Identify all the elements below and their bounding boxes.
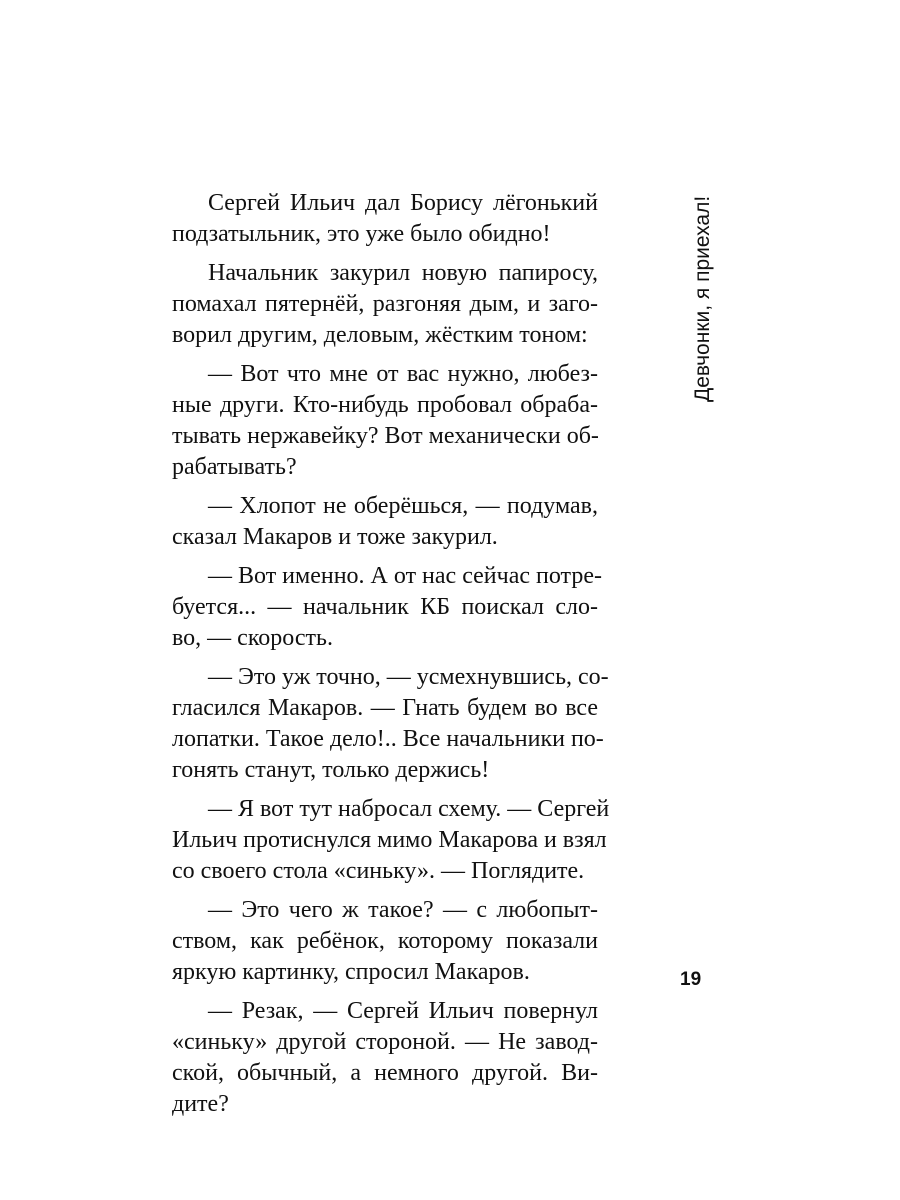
running-head-text: Девчонки, я приехал! <box>691 195 714 402</box>
text-line: Сергей Ильич дал Борису лёгонький <box>208 190 598 216</box>
text-line: помахал пятернёй, разгоняя дым, и заго- <box>172 291 598 317</box>
paragraph <box>172 188 598 250</box>
paragraph <box>172 996 598 1120</box>
text-line: гласился Макаров. — Гнать будем во все <box>172 695 598 721</box>
text-line: лопатки. Такое дело!.. Все начальники по- <box>172 726 604 752</box>
text-line: яркую картинку, спросил Макаров. <box>172 959 530 985</box>
text-line: ворил другим, деловым, жёстким тоном: <box>172 322 588 348</box>
text-line: — Резак, — Сергей Ильич повернул <box>208 998 598 1024</box>
text-line: — Хлопот не оберёшься, — подумав, <box>208 493 598 519</box>
paragraph <box>172 491 598 553</box>
page-number: 19 <box>680 969 702 990</box>
paragraph <box>172 662 609 786</box>
text-line: — Это чего ж такое? — с любопыт- <box>208 897 598 923</box>
paragraph <box>172 794 610 887</box>
text-line: — Это уж точно, — усмехнувшись, со- <box>208 664 609 690</box>
text-line: ской, обычный, а немного другой. Ви- <box>172 1060 598 1086</box>
text-line: «синьку» другой стороной. — Не завод- <box>172 1029 598 1055</box>
body-text <box>172 188 610 1120</box>
text-line: Ильич протиснулся мимо Макарова и взял <box>172 827 607 853</box>
paragraph <box>172 895 598 988</box>
text-line: рабатывать? <box>172 454 297 480</box>
text-line: ством, как ребёнок, которому показали <box>172 928 598 954</box>
text-line: подзатыльник, это уже было обидно! <box>172 221 551 247</box>
text-line: — Вот именно. А от нас сейчас потре- <box>208 563 602 589</box>
text-line: со своего стола «синьку». — Поглядите. <box>172 858 585 884</box>
text-line: сказал Макаров и тоже закурил. <box>172 524 498 550</box>
text-line: ные други. Кто-нибудь пробовал обраба- <box>172 392 598 418</box>
text-line: гонять станут, только держись! <box>172 757 490 783</box>
paragraph <box>172 561 602 654</box>
text-line: во, — скорость. <box>172 625 333 651</box>
text-line: — Я вот тут набросал схему. — Сергей <box>208 796 610 822</box>
text-line: Начальник закурил новую папиросу, <box>208 260 598 286</box>
text-line: тывать нержавейку? Вот механически об- <box>172 423 599 449</box>
running-head <box>680 190 716 402</box>
text-line: дите? <box>172 1091 229 1117</box>
paragraph <box>172 359 598 483</box>
paragraph <box>172 258 598 351</box>
text-line: — Вот что мне от вас нужно, любез- <box>208 361 598 387</box>
text-line: буется... — начальник КБ поискал сло- <box>172 594 598 620</box>
